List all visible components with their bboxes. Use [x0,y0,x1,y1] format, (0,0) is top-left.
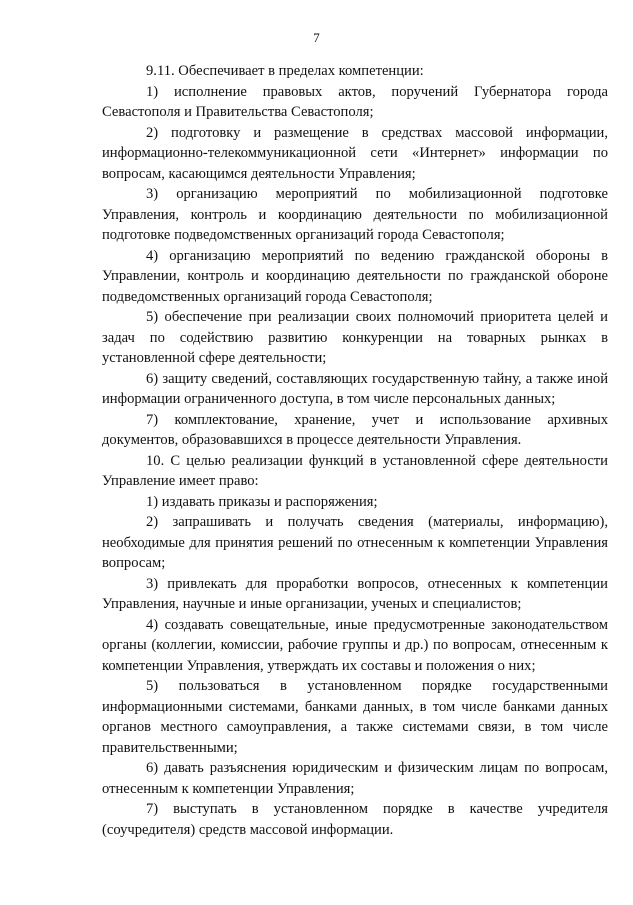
paragraph: 6) защиту сведений, составляющих государственную тайну, а также иной информации ограниченного доступа, в том числе персональных данных; [102,370,608,407]
paragraph: 4) создавать совещательные, иные предусмотренные законодательством органы (коллегии, комиссии, рабочие группы и др.) по вопросам, отнесенным к компетенции Управления, утверждать их составы и положения о них; [102,616,608,674]
paragraph: 10. С целью реализации функций в установленной сфере деятельности Управление имеет право: [102,452,608,489]
paragraph: 2) подготовку и размещение в средствах массовой информации, информационно-телекоммуникационной сети «Интернет» информации по вопросам, касающимся деятельности Управления; [102,124,608,182]
document-body [102,61,608,840]
paragraph: 6) давать разъяснения юридическим и физическим лицам по вопросам, отнесенным к компетенции Управления; [102,760,608,797]
paragraph: 1) издавать приказы и распоряжения; [146,493,378,510]
paragraph: 1) исполнение правовых актов, поручений Губернатора города Севастополя и Правительства Севастополя; [102,83,608,120]
paragraph: 2) запрашивать и получать сведения (материалы, информацию), необходимые для принятия решений по отнесенным к компетенции Управления вопросам; [102,514,608,571]
paragraph: 5) обеспечение при реализации своих полномочий приоритета целей и задач по содействию развитию конкуренции на товарных рынках в установленной сфере деятельности; [102,309,608,366]
paragraph: 3) привлекать для проработки вопросов, отнесенных к компетенции Управления, научные и иные организации, ученых и специалистов; [102,575,608,612]
paragraph: 7) комплектование, хранение, учет и использование архивных документов, образовавшихся в процессе деятельности Управления. [102,411,608,448]
paragraph: 7) выступать в установленном порядке в качестве учредителя (соучредителя) средств массовой информации. [102,801,608,838]
paragraph: 3) организацию мероприятий по мобилизационной подготовке Управления, контроль и координацию деятельности по мобилизационной подготовке подведомственных организаций города Севастополя; [102,186,608,243]
paragraph: 9.11. Обеспечивает в пределах компетенции: [146,63,424,79]
paragraph: 4) организацию мероприятий по ведению гражданской обороны в Управлении, контроль и координацию деятельности по гражданской обороне подведомственных организаций города Севастополя; [102,247,608,305]
page-number: 7 [313,30,320,45]
paragraph: 5) пользоваться в установленном порядке государственными информационными системами, банками данных, в том числе банками данных органов местного самоуправления, а также системами связи, в том числе правительственными; [102,678,608,756]
